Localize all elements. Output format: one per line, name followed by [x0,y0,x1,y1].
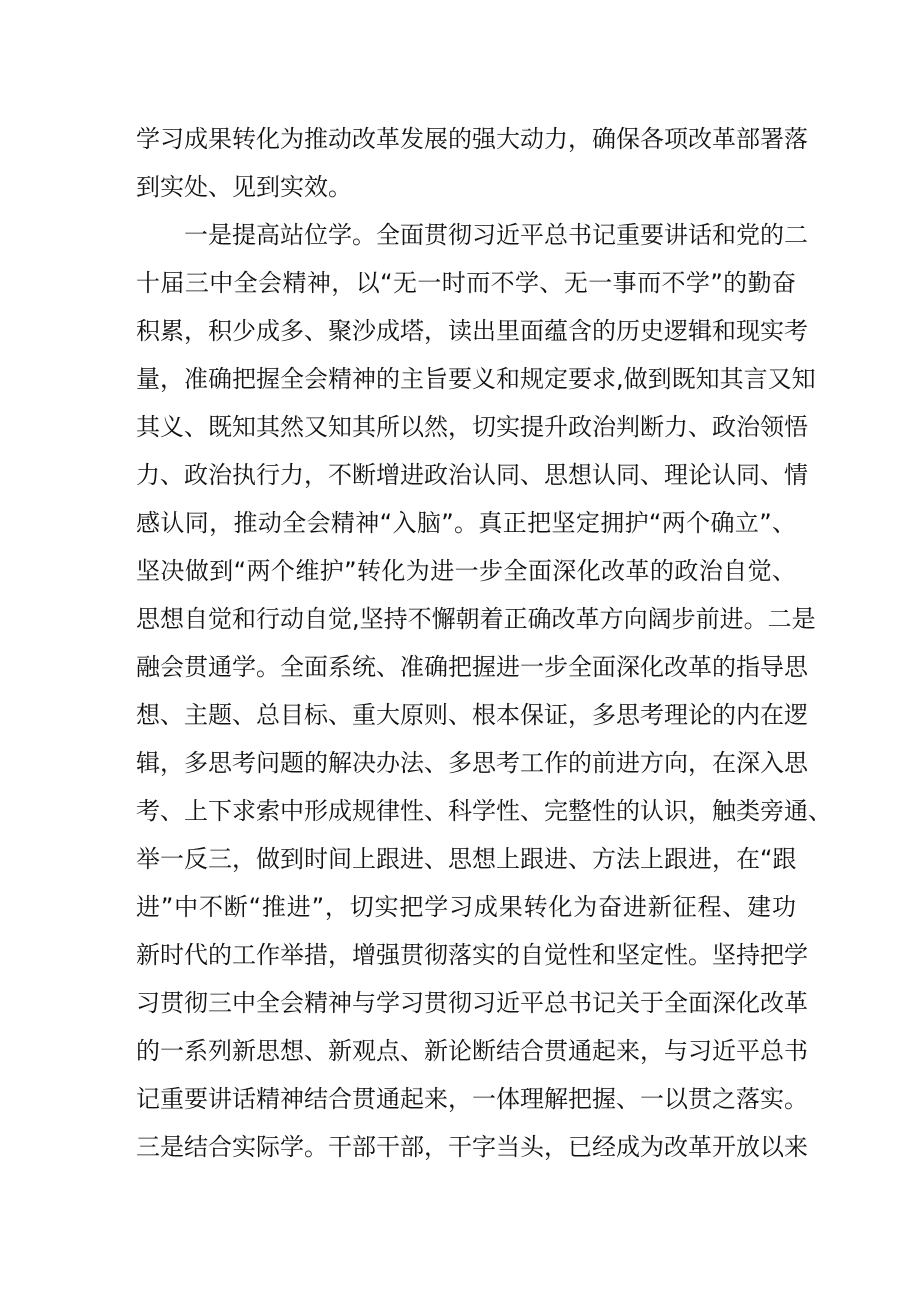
text-line: 坚决做到“两个维护”转化为进一步全面深化改革的政治自觉、 [136,557,796,585]
body-text [136,115,832,1171]
text-line: 三是结合实际学。干部干部，干字当头，已经成为改革开放以来 [136,1133,808,1161]
text-line: 举一反三，做到时间上跟进、思想上跟进、方法上跟进，在“跟 [136,845,797,873]
text-line: 新时代的工作举措，增强贯彻落实的自觉性和坚定性。坚持把学 [136,941,808,969]
text-line: 感认同，推动全会精神“入脑”。真正把坚定拥护“两个确立”、 [136,509,796,537]
text-line: 融会贯通学。全面系统、准确把握进一步全面深化改革的指导思 [136,653,808,681]
text-line: 积累，积少成多、聚沙成塔，读出里面蕴含的历史逻辑和现实考 [136,317,808,345]
text-line: 一是提高站位学。全面贯彻习近平总书记重要讲话和党的二 [136,221,808,249]
text-line: 习贯彻三中全会精神与学习贯彻习近平总书记关于全面深化改革 [136,989,808,1017]
text-line: 学习成果转化为推动改革发展的强大动力，确保各项改革部署落 [136,125,808,153]
text-line: 十届三中全会精神，以“无一时而不学、无一事而不学”的勤奋 [136,269,796,297]
text-line: 想、主题、总目标、重大原则、根本保证，多思考理论的内在逻 [136,701,808,729]
text-line: 到实处、见到实效。 [136,173,352,201]
text-line: 量，准确把握全会精神的主旨要义和规定要求,做到既知其言又知 [136,365,816,393]
text-line: 其义、既知其然又知其所以然，切实提升政治判断力、政治领悟 [136,413,808,441]
text-line: 的一系列新思想、新观点、新论断结合贯通起来，与习近平总书 [136,1037,808,1065]
text-line: 思想自觉和行动自觉,坚持不懈朝着正确改革方向阔步前进。二是 [136,605,816,633]
text-line: 记重要讲话精神结合贯通起来，一体理解把握、一以贯之落实。 [136,1085,808,1113]
text-line: 考、上下求索中形成规律性、科学性、完整性的认识，触类旁通、 [136,797,832,825]
text-line: 进”中不断“推进”，切实把学习成果转化为奋进新征程、建功 [136,893,796,921]
text-line: 辑，多思考问题的解决办法、多思考工作的前进方向，在深入思 [136,749,808,777]
text-line: 力、政治执行力，不断增进政治认同、思想认同、理论认同、情 [136,461,808,489]
